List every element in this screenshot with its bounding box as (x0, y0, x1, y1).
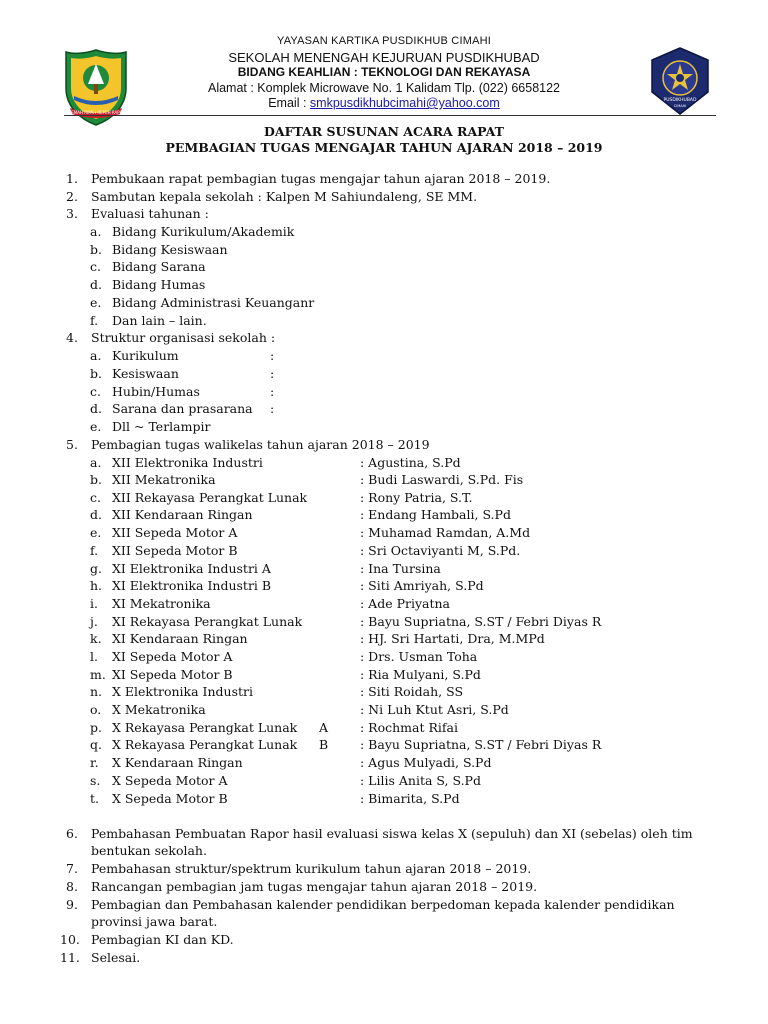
sub-letter: a. (90, 348, 102, 363)
sub-letter: f. (90, 313, 99, 328)
sub-text: Kesiswaan (112, 366, 179, 381)
document-subtitle: PEMBAGIAN TUGAS MENGAJAR TAHUN AJARAN 2018 – 2019 (165, 140, 603, 155)
class-group: B (319, 737, 329, 752)
agenda-number: 2. (66, 189, 78, 204)
class-name: XI Rekayasa Perangkat Lunak (112, 614, 303, 629)
sub-text: Bidang Administrasi Keuanganr (112, 295, 315, 310)
class-name: X Elektronika Industri (112, 684, 253, 699)
agenda-text: bentukan sekolah. (91, 843, 207, 858)
email-link[interactable]: smkpusdikhubcimahi@yahoo.com (309, 96, 500, 110)
document-title: DAFTAR SUSUNAN ACARA RAPAT (264, 124, 504, 139)
class-name: XI Sepeda Motor A (112, 649, 233, 664)
sub-letter: e. (90, 295, 102, 310)
homeroom-teacher: : Ina Tursina (360, 561, 441, 576)
agenda-text: Selesai. (91, 950, 141, 965)
row-letter: t. (90, 791, 99, 806)
agenda-number: 6. (66, 826, 78, 841)
sub-letter: b. (90, 242, 102, 257)
email-label: Email : (268, 96, 310, 110)
class-group: A (319, 720, 329, 735)
sub-text: Kurikulum (112, 348, 179, 363)
agenda-text: Pembagian KI dan KD. (91, 932, 234, 947)
class-name: X Sepeda Motor B (112, 791, 228, 806)
pusdikhubad-emblem-icon (646, 46, 714, 116)
sub-text: Bidang Kesiswaan (112, 242, 228, 257)
row-letter: e. (90, 525, 102, 540)
row-letter: i. (90, 596, 98, 611)
row-letter: a. (90, 455, 102, 470)
sub-letter: c. (90, 259, 101, 274)
agenda-text: Pembagian tugas walikelas tahun ajaran 2018 – 2019 (91, 437, 430, 452)
homeroom-teacher: : HJ. Sri Hartati, Dra, M.MPd (360, 631, 545, 646)
row-letter: q. (90, 737, 102, 752)
sub-colon: : (270, 348, 275, 363)
agenda-number: 8. (66, 879, 78, 894)
sub-letter: b. (90, 366, 102, 381)
class-name: XII Kendaraan Ringan (112, 507, 253, 522)
sub-colon: : (270, 366, 275, 381)
row-letter: m. (90, 667, 106, 682)
class-name: XI Elektronika Industri B (112, 578, 272, 593)
agenda-text: Rancangan pembagian jam tugas mengajar tahun ajaran 2018 – 2019. (91, 879, 538, 894)
class-name: XII Elektronika Industri (112, 455, 263, 470)
row-letter: l. (90, 649, 98, 664)
homeroom-teacher: : Siti Roidah, SS (360, 684, 464, 699)
class-name: XI Sepeda Motor B (112, 667, 233, 682)
row-letter: j. (90, 614, 98, 629)
row-letter: h. (90, 578, 103, 593)
sub-letter: d. (90, 277, 102, 292)
sub-text: Bidang Sarana (112, 259, 206, 274)
right-logo-text: PUSDIKHUBAD (663, 98, 697, 103)
row-letter: c. (90, 490, 101, 505)
school-name: SEKOLAH MENENGAH KEJURUAN PUSDIKHUBAD (228, 49, 540, 65)
agenda-number: 3. (66, 206, 78, 221)
class-name: X Kendaraan Ringan (112, 755, 243, 770)
left-logo-caption: GEMAH RIPAH REPEH RAPIH (68, 110, 124, 115)
homeroom-teacher: : Rony Patria, S.T. (360, 490, 473, 505)
sub-colon: : (270, 384, 275, 399)
row-letter: b. (90, 472, 102, 487)
agenda-number: 10. (60, 932, 80, 947)
sub-text: Bidang Humas (112, 277, 206, 292)
homeroom-teacher: : Budi Laswardi, S.Pd. Fis (360, 472, 524, 487)
agenda-number: 5. (66, 437, 78, 452)
agenda-text: Struktur organisasi sekolah : (91, 330, 276, 345)
homeroom-teacher: : Ade Priyatna (360, 596, 451, 611)
row-letter: k. (90, 631, 102, 646)
homeroom-teacher: : Agus Mulyadi, S.Pd (360, 755, 492, 770)
sub-letter: e. (90, 419, 102, 434)
row-letter: f. (90, 543, 99, 558)
row-letter: p. (90, 720, 102, 735)
sub-text: Dan lain – lain. (112, 313, 207, 328)
agenda-text: Sambutan kepala sekolah : Kalpen M Sahiundaleng, SE MM. (91, 189, 478, 204)
agenda-text: provinsi jawa barat. (91, 914, 218, 929)
homeroom-teacher: : Bayu Supriatna, S.ST / Febri Diyas R (360, 614, 602, 629)
homeroom-teacher: : Ni Luh Ktut Asri, S.Pd (360, 702, 509, 717)
class-name: XII Mekatronika (112, 472, 216, 487)
foundation-name: YAYASAN KARTIKA PUSDIKHUB CIMAHI (276, 35, 492, 47)
homeroom-teacher: : Sri Octaviyanti M, S.Pd. (360, 543, 521, 558)
agenda-number: 11. (60, 950, 80, 965)
homeroom-teacher: : Drs. Usman Toha (360, 649, 478, 664)
homeroom-teacher: : Ria Mulyani, S.Pd (360, 667, 481, 682)
class-name: XI Kendaraan Ringan (112, 631, 248, 646)
homeroom-teacher: : Muhamad Ramdan, A.Md (360, 525, 531, 540)
homeroom-teacher: : Agustina, S.Pd (360, 455, 461, 470)
class-name: XI Elektronika Industri A (112, 561, 271, 576)
homeroom-teacher: : Bayu Supriatna, S.ST / Febri Diyas R (360, 737, 602, 752)
sub-text: Dll ~ Terlampir (112, 419, 211, 434)
class-name: X Sepeda Motor A (112, 773, 228, 788)
sub-text: Bidang Kurikulum/Akademik (112, 224, 295, 239)
agenda-text: Pembahasan struktur/spektrum kurikulum tahun ajaran 2018 – 2019. (91, 861, 532, 876)
homeroom-teacher: : Siti Amriyah, S.Pd (360, 578, 484, 593)
class-name: X Rekayasa Perangkat Lunak (112, 720, 298, 735)
row-letter: g. (90, 561, 102, 576)
sub-text: Hubin/Humas (112, 384, 200, 399)
school-address: Alamat : Komplek Microwave No. 1 Kalidam Tlp. (022) 6658122 (207, 80, 561, 95)
agenda-text: Evaluasi tahunan : (91, 206, 209, 221)
agenda-number: 7. (66, 861, 78, 876)
class-name: X Mekatronika (112, 702, 206, 717)
letterhead-rule (64, 115, 716, 116)
homeroom-teacher: : Rochmat Rifai (360, 720, 458, 735)
homeroom-teacher: : Bimarita, S.Pd (360, 791, 460, 806)
sub-letter: a. (90, 224, 102, 239)
sub-colon: : (270, 401, 275, 416)
agenda-number: 4. (66, 330, 78, 345)
agenda-text: Pembahasan Pembuatan Rapor hasil evaluasi siswa kelas X (sepuluh) dan XI (sebelas) oleh tim (91, 826, 693, 841)
agenda-number: 9. (66, 897, 78, 912)
class-name: XII Sepeda Motor B (112, 543, 238, 558)
sub-text: Sarana dan prasarana (112, 401, 253, 416)
class-name: X Rekayasa Perangkat Lunak (112, 737, 298, 752)
class-name: XII Rekayasa Perangkat Lunak (112, 490, 308, 505)
row-letter: s. (90, 773, 101, 788)
row-letter: r. (90, 755, 99, 770)
class-name: XII Sepeda Motor A (112, 525, 238, 540)
sub-letter: d. (90, 401, 102, 416)
homeroom-teacher: : Lilis Anita S, S.Pd (360, 773, 481, 788)
agenda-text: Pembukaan rapat pembagian tugas mengajar tahun ajaran 2018 – 2019. (91, 171, 551, 186)
row-letter: d. (90, 507, 102, 522)
class-name: XI Mekatronika (112, 596, 211, 611)
letterhead (0, 34, 768, 115)
sub-letter: c. (90, 384, 101, 399)
row-letter: n. (90, 684, 103, 699)
homeroom-teacher: : Endang Hambali, S.Pd (360, 507, 511, 522)
right-logo-sub: CIMAHI (673, 104, 687, 108)
agenda-text: Pembagian dan Pembahasan kalender pendidikan berpedoman kepada kalender pendidikan (91, 897, 675, 912)
row-letter: o. (90, 702, 102, 717)
expertise-field: BIDANG KEAHLIAN : TEKNOLOGI DAN REKAYASA (237, 65, 531, 79)
agenda-number: 1. (66, 171, 78, 186)
